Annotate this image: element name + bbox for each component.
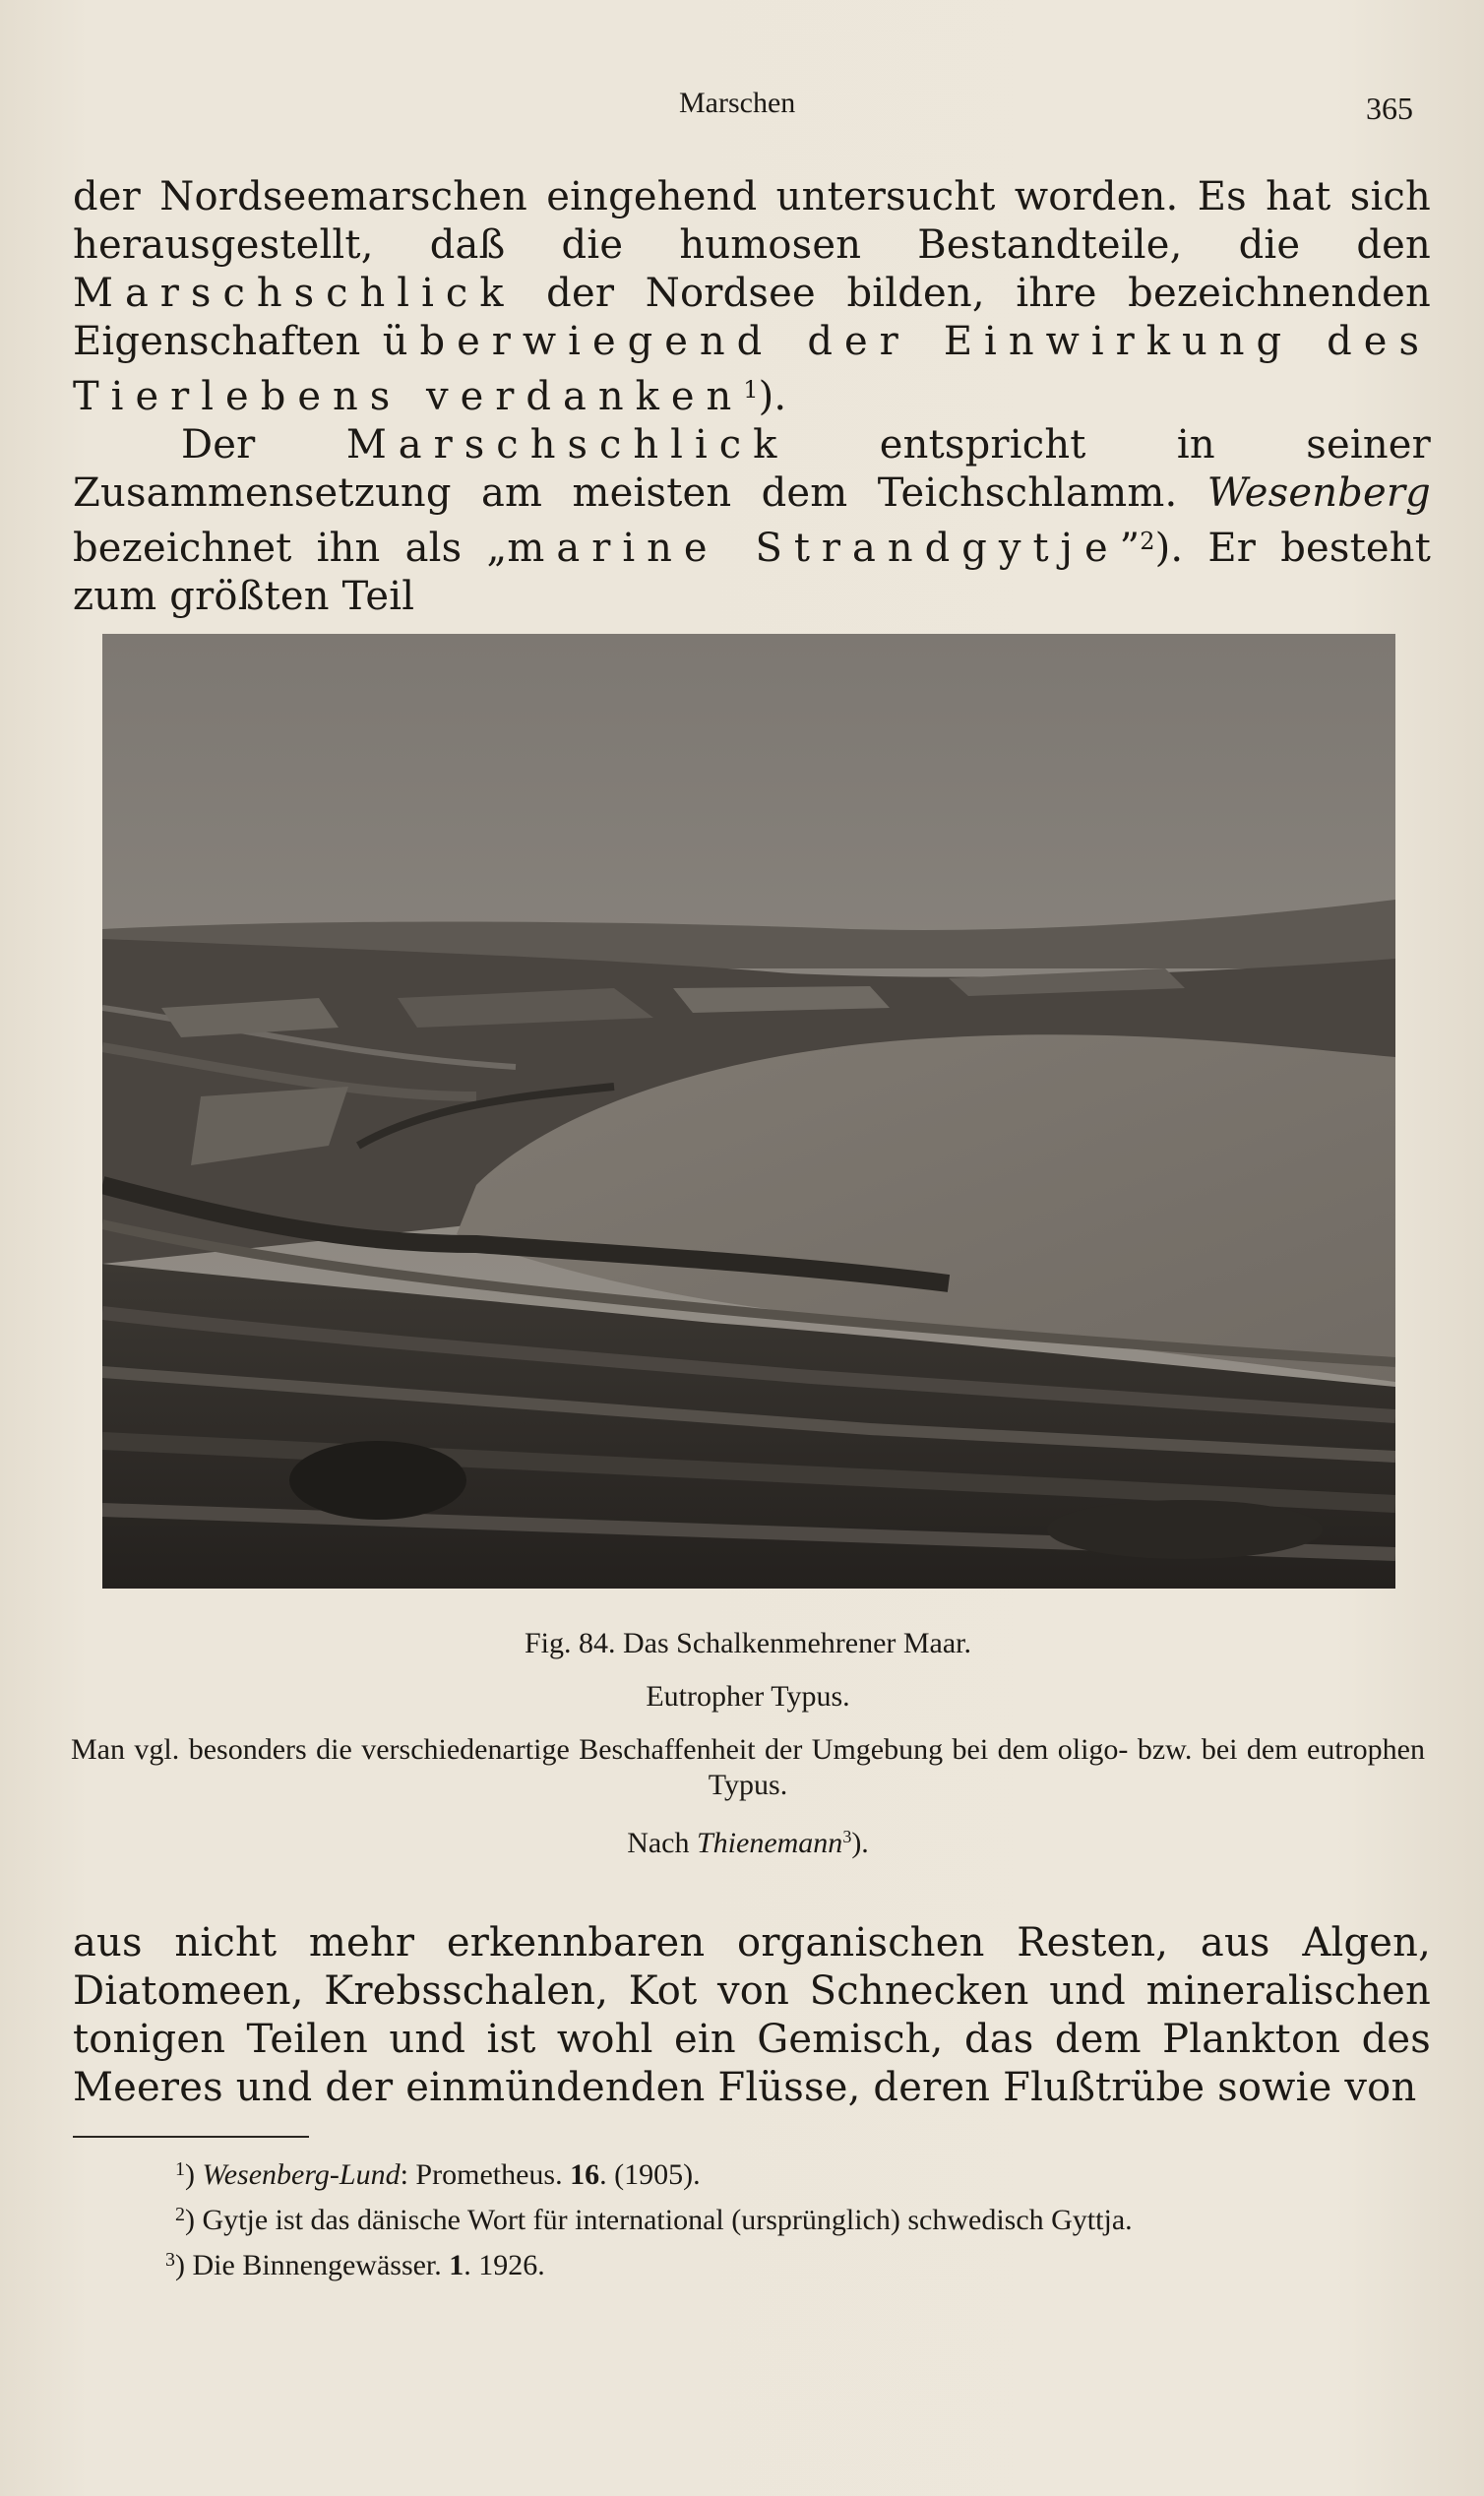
author-name: Wesenberg-Lund — [202, 2158, 401, 2191]
footnote-rule — [73, 2136, 309, 2138]
spaced-term: Marschschlick — [345, 422, 789, 468]
figure-caption-type: Eutropher Typus. — [646, 1680, 850, 1713]
footnote-2: $^2$) Gytje ist das dänische Wort für international (ursprünglich) schwedisch Gyttja. — [175, 2204, 1133, 2236]
footnote-ref: 2 — [1140, 528, 1155, 555]
body-text-top — [73, 173, 1431, 621]
figure-caption-title: Fig. 84. Das Schalkenmehrener Maar. — [524, 1627, 972, 1659]
running-head — [0, 87, 1484, 126]
footnote-ref: 3 — [842, 1827, 852, 1846]
figure-caption-source: Nach Thienemann$^3$). — [627, 1827, 869, 1859]
body-text-bottom — [73, 1919, 1431, 2112]
paragraph-marschschlick: der Nordseemarschen eingehend untersucht worden. Es hat sich herausgestellt, daß die humosen Bestandteile, die den Marschschlick der Nordsee bilden, ihre bezeichnenden Eigenschaften überwiegend der Einwirkung des Tierlebens verdanken$^1$). — [73, 174, 1431, 419]
spaced-term: marine Strandgytje — [507, 526, 1120, 571]
spaced-term: Marschschlick — [73, 271, 516, 316]
paragraph-continuation: aus nicht mehr erkennbaren organischen Resten, aus Algen, Diatomeen, Krebsschalen, Kot von Schnecken und mineralischen tonigen Teilen und ist wohl ein Gemisch, das dem Plankton des Meeres und der einmündenden Flüsse, deren Flußtrübe sowie von — [73, 1920, 1431, 2110]
landscape-photo — [102, 634, 1395, 1589]
page-number: 365 — [1366, 91, 1413, 126]
footnote-3: $^3$) Die Binnengewässer. 1. 1926. — [165, 2249, 545, 2281]
author-name: Wesenberg — [1206, 470, 1431, 516]
footnote-ref: 1 — [743, 376, 759, 404]
spaced-phrase: überwiegend der Einwirkung des Tierlebens verdanken — [73, 319, 1431, 419]
footnotes — [73, 2150, 1425, 2285]
figure-caption-note: Man vgl. besonders die verschiedenartige Beschaffenheit der Umgebung bei dem oligo- bzw. bei dem eutrophen Typus. — [71, 1733, 1425, 1801]
footnote-1: $^1$) Wesenberg-Lund: Prometheus. 16. (1905). — [175, 2158, 701, 2191]
running-title: Marschen — [679, 87, 796, 119]
paragraph-teichschlamm: Der Marschschlick entspricht in seiner Zusammensetzung am meisten dem Teichschlamm. Wesenberg bezeichnet ihn als „marine Strandgytje”$^2$). Er besteht zum größten Teil — [73, 422, 1431, 619]
author-name: Thienemann — [696, 1827, 843, 1859]
figure-photo-maar — [102, 634, 1395, 1589]
